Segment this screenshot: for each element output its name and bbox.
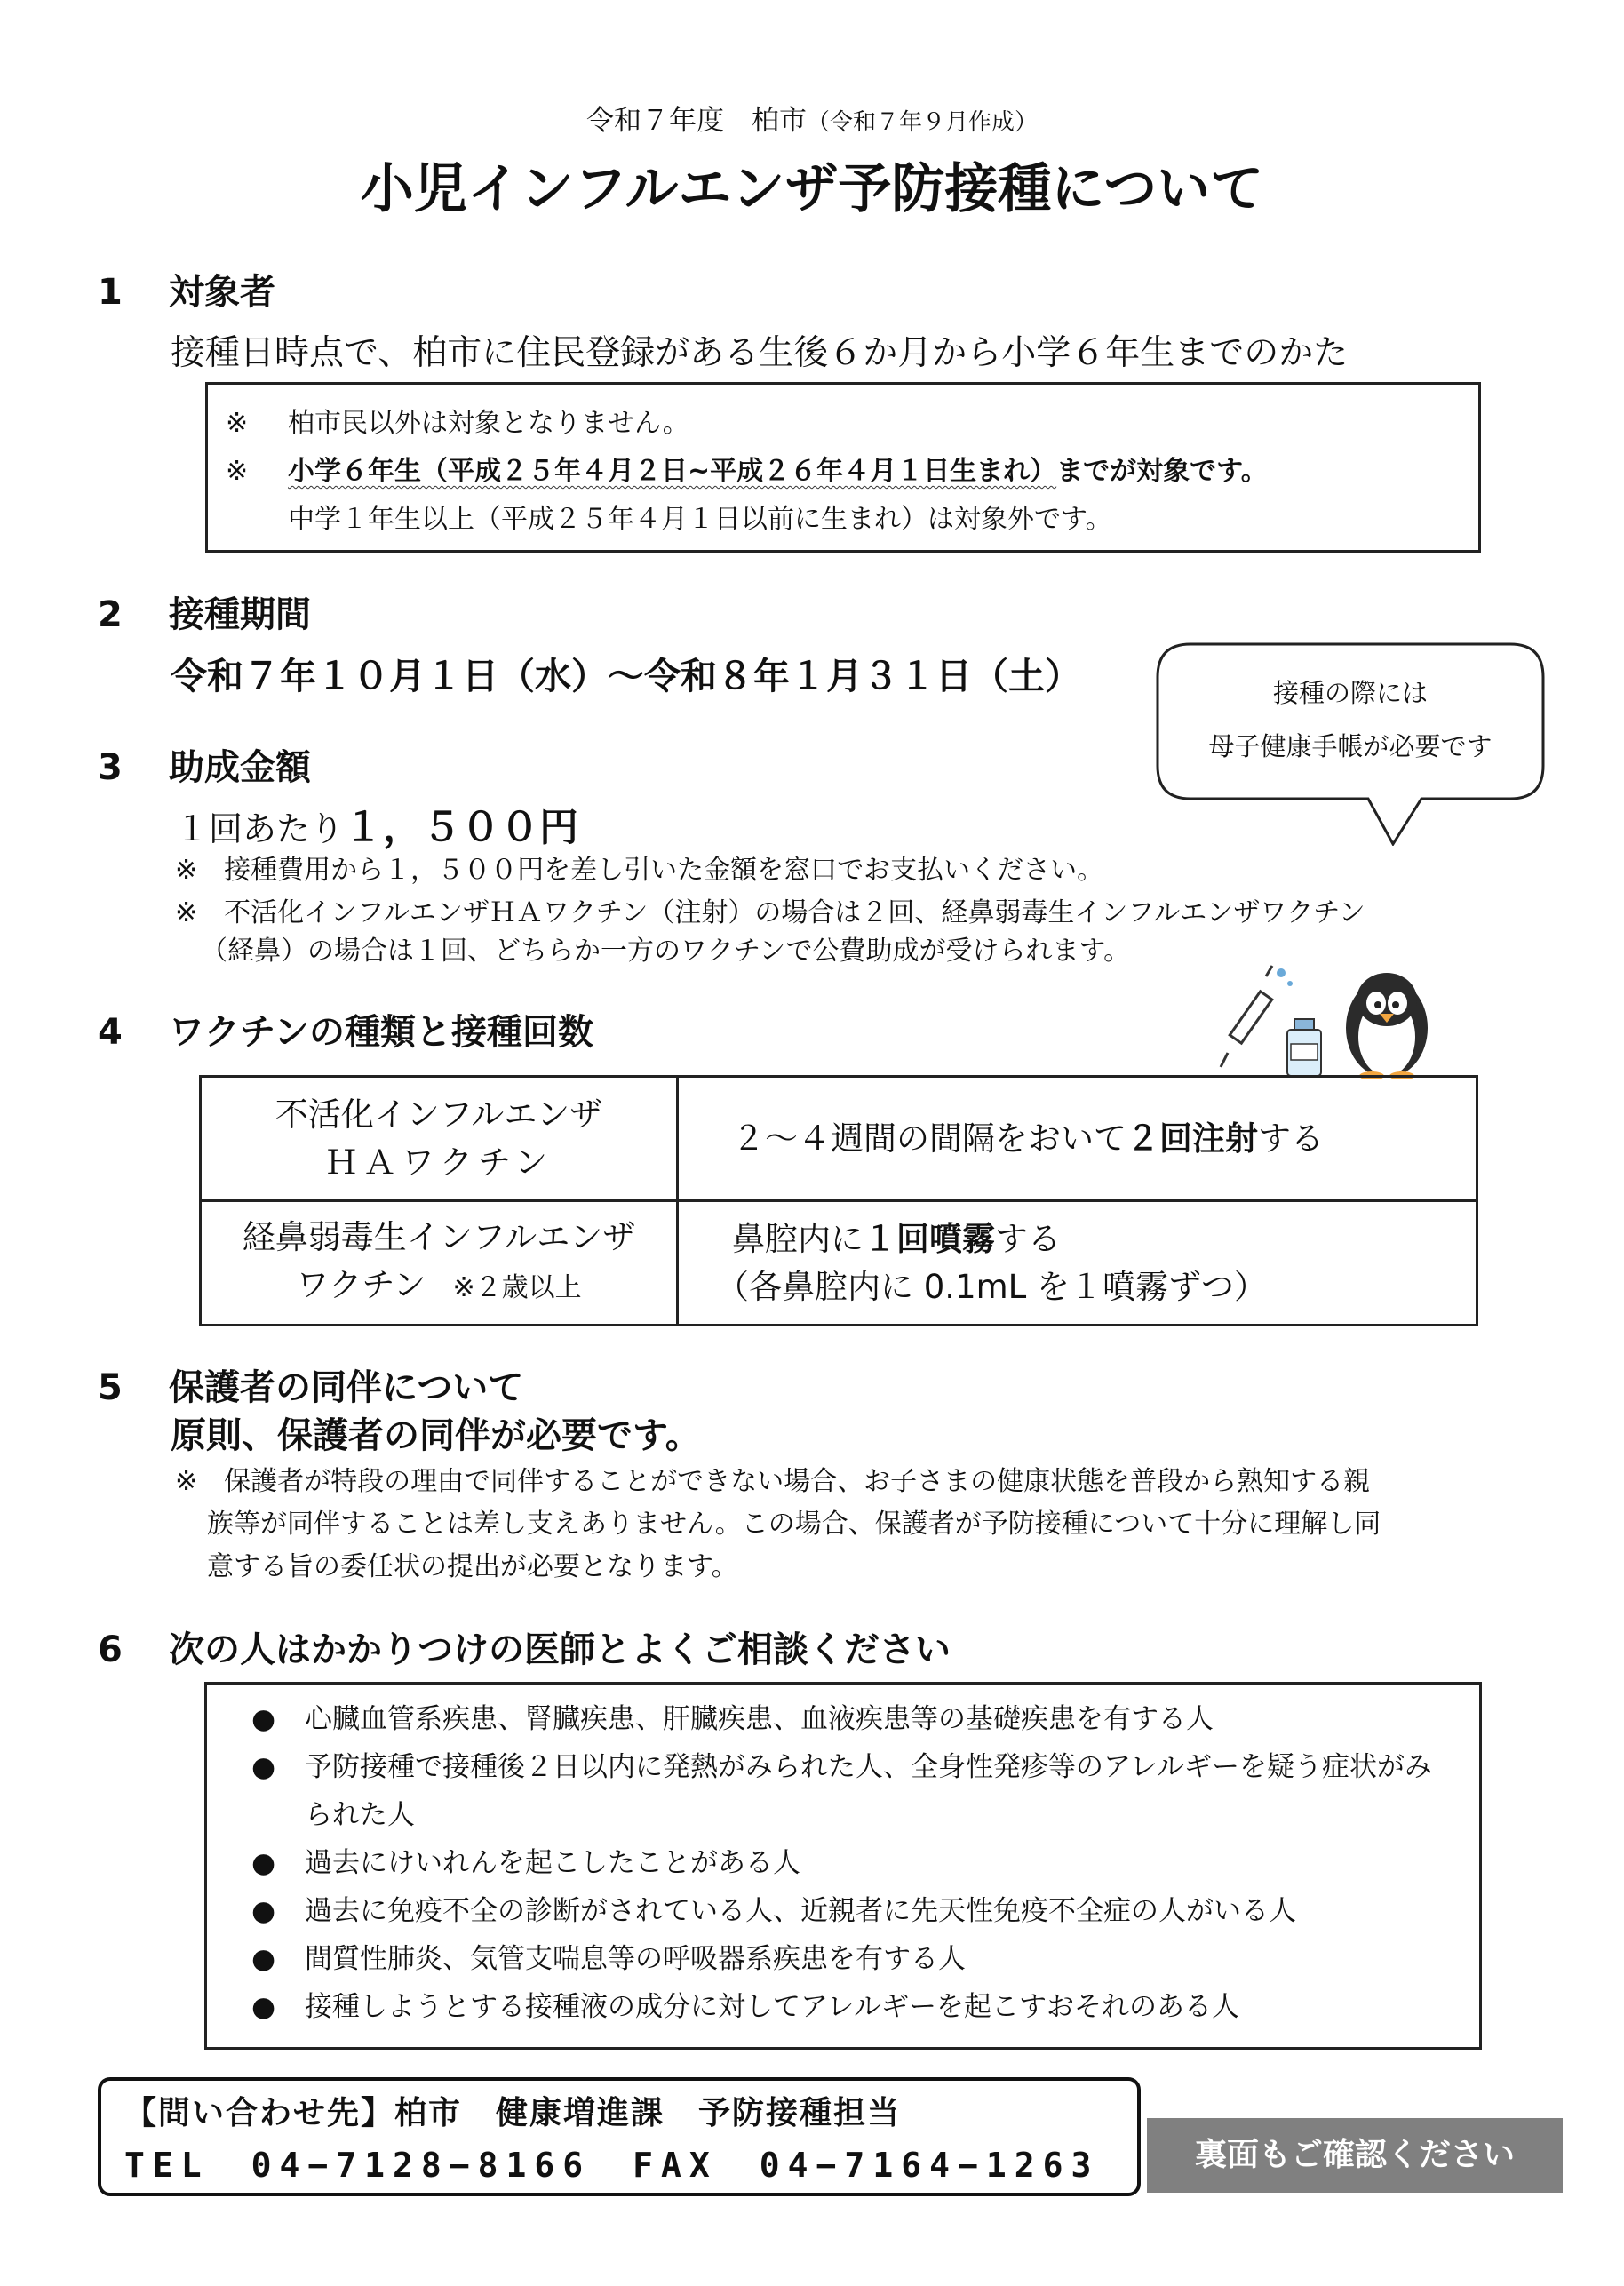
- list-item-text: 心臓血管系疾患、腎臓疾患、肝臓疾患、血液疾患等の基礎疾患を有する人: [305, 1703, 1214, 1735]
- vaccine-desc-cell: [678, 1201, 1477, 1326]
- row2-name-text: ワクチン: [296, 1266, 426, 1304]
- back-notice-badge: 裏面もご確認ください: [1147, 2118, 1563, 2193]
- section-6-heading: [98, 1621, 951, 1672]
- row1-desc-c: する: [1258, 1119, 1324, 1158]
- section-6-list-box: [204, 1682, 1482, 2050]
- s1-note-2-bold: 小学６年生（平成２５年４月２日~平成２６年４月１日生まれ）: [288, 456, 1057, 487]
- section-3-amount-prefix: １回あたり: [175, 809, 345, 848]
- section-5-subtitle: 原則、保護者の同伴が必要です。: [171, 1415, 701, 1456]
- section-4-title: ワクチンの種類と接種回数: [169, 1012, 593, 1053]
- row2-name-line-1: 経鼻弱毒生インフルエンザ: [242, 1218, 636, 1256]
- vaccine-desc-cell: [678, 1077, 1477, 1201]
- section-3-amount-value: １，５００円: [344, 805, 579, 850]
- section-5-note-b: 族等が同伴することは差し支えありません。この場合、保護者が予防接種について十分に理解し同: [207, 1509, 1381, 1540]
- section-3-amount: [175, 795, 578, 852]
- bullet-icon: ●: [251, 1895, 276, 1927]
- contact-line-1: 【問い合わせ先】柏市 健康増進課 予防接種担当: [124, 2095, 902, 2131]
- row2-desc-line-1: [716, 1215, 1476, 1263]
- list-item-text: 過去に免疫不全の診断がされている人、近親者に先天性免疫不全症の人がいる人: [305, 1895, 1296, 1927]
- section-3-note-1: ※ 接種費用から１，５００円を差し引いた金額を窓口でお支払いください。: [175, 855, 1104, 886]
- section-3-heading: [98, 739, 311, 790]
- vaccine-name-cell: [201, 1201, 678, 1326]
- row1-name-line-2: ＨＡワクチン: [324, 1143, 553, 1182]
- s1-note-1-mark: ※: [226, 408, 249, 439]
- bullet-icon: ●: [251, 1991, 276, 2023]
- row2-desc-c: する: [995, 1219, 1061, 1258]
- bullet-icon: ●: [251, 1943, 276, 1975]
- section-2-heading: [98, 586, 311, 637]
- section-6-title: 次の人はかかりつけの医師とよくご相談ください: [169, 1629, 951, 1670]
- section-4-number: 4: [98, 1012, 123, 1053]
- list-item: [251, 1743, 1433, 1839]
- section-4-heading: [98, 1004, 593, 1055]
- row2-age-note: ※２歳以上: [452, 1272, 582, 1303]
- list-item-text: 過去にけいれんを起こしたことがある人: [305, 1847, 800, 1879]
- row2-desc-line-2: （各鼻腔内に 0.1mL を１噴霧ずつ）: [716, 1267, 1268, 1306]
- callout-line-2: 母子健康手帳が必要です: [1208, 731, 1493, 761]
- section-1-title: 対象者: [169, 272, 275, 313]
- section-5-number: 5: [98, 1367, 123, 1408]
- list-item-text: 予防接種で接種後２日以内に発熱がみられた人、全身性発疹等のアレルギーを疑う症状がみられた人: [305, 1751, 1432, 1831]
- s1-note-1: [226, 401, 689, 447]
- list-item: [251, 1983, 1433, 2031]
- callout-line-1: 接種の際には: [1272, 678, 1428, 708]
- section-5-note-c: 意する旨の委任状の提出が必要となります。: [207, 1551, 738, 1582]
- section-2-text: 令和７年１０月１日（水）～令和８年１月３１日（土）: [171, 655, 1081, 697]
- header-subtitle-small: （令和７年９月作成）: [806, 109, 1038, 136]
- list-item-text: 接種しようとする接種液の成分に対してアレルギーを起こすおそれのある人: [305, 1991, 1239, 2023]
- vaccine-table: [199, 1075, 1478, 1326]
- row1-name-line-1: 不活化インフルエンザ: [275, 1095, 603, 1134]
- section-6-number: 6: [98, 1629, 123, 1670]
- vaccine-vial-icon: [1282, 1017, 1326, 1079]
- s1-note-3: 中学１年生以上（平成２５年４月１日以前に生まれ）は対象外です。: [288, 504, 1112, 535]
- section-5-title: 保護者の同伴について: [169, 1367, 524, 1408]
- s1-note-2-rest: までが対象です。: [1056, 456, 1268, 487]
- table-row: [201, 1077, 1477, 1201]
- section-1-text: 接種日時点で、柏市に住民登録がある生後６か月から小学６年生までのかた: [171, 333, 1349, 373]
- section-1-notes-box: [205, 382, 1481, 553]
- s1-note-1-text: 柏市民以外は対象となりません。: [288, 408, 689, 439]
- s1-note-2: [226, 449, 1268, 495]
- header-subtitle-main: 令和７年度 柏市: [585, 105, 807, 137]
- header-subtitle: [0, 98, 1624, 138]
- bullet-icon: ●: [251, 1847, 276, 1879]
- list-item-text: 間質性肺炎、気管支喘息等の呼吸器系疾患を有する人: [305, 1943, 966, 1975]
- s1-note-2-mark: ※: [226, 456, 249, 487]
- consult-list: [251, 1695, 1433, 2031]
- list-item: [251, 1695, 1433, 1743]
- row2-desc-b: １回噴霧: [864, 1219, 995, 1258]
- callout-box: [1158, 666, 1543, 773]
- section-5-note-a: ※ 保護者が特段の理由で同伴することができない場合、お子さまの健康状態を普段から熟知する親: [175, 1466, 1371, 1497]
- section-3-note-2a: ※ 不活化インフルエンザＨＡワクチン（注射）の場合は２回、経鼻弱毒生インフルエンザワクチン: [175, 897, 1365, 928]
- section-2-number: 2: [98, 594, 123, 635]
- list-item: [251, 1839, 1433, 1887]
- row2-name-line-2: [202, 1262, 676, 1312]
- page-title: 小児インフルエンザ予防接種について: [360, 158, 1264, 220]
- row1-desc-b: ２回注射: [1126, 1119, 1258, 1158]
- table-row: [201, 1201, 1477, 1326]
- row2-desc-a: 鼻腔内に: [732, 1219, 864, 1258]
- row1-desc-a: ２～４週間の間隔をおいて: [732, 1119, 1126, 1158]
- bullet-icon: ●: [251, 1751, 276, 1783]
- section-3-number: 3: [98, 747, 123, 788]
- section-3-note-2b: （経鼻）の場合は１回、どちらか一方のワクチンで公費助成が受けられます。: [201, 936, 1131, 967]
- penguin-illustration: [1338, 964, 1436, 1079]
- vaccine-name-cell: [201, 1077, 678, 1201]
- bullet-icon: ●: [251, 1703, 276, 1735]
- section-3-title: 助成金額: [169, 747, 311, 788]
- list-item: [251, 1935, 1433, 1983]
- contact-line-2: TEL 04−7128−8166 FAX 04−7164−1263: [124, 2146, 1100, 2185]
- section-5-heading: [98, 1359, 523, 1410]
- section-1-heading: [98, 264, 275, 315]
- section-2-title: 接種期間: [169, 594, 311, 635]
- contact-box: [98, 2077, 1141, 2196]
- section-1-number: 1: [98, 272, 123, 313]
- list-item: [251, 1887, 1433, 1935]
